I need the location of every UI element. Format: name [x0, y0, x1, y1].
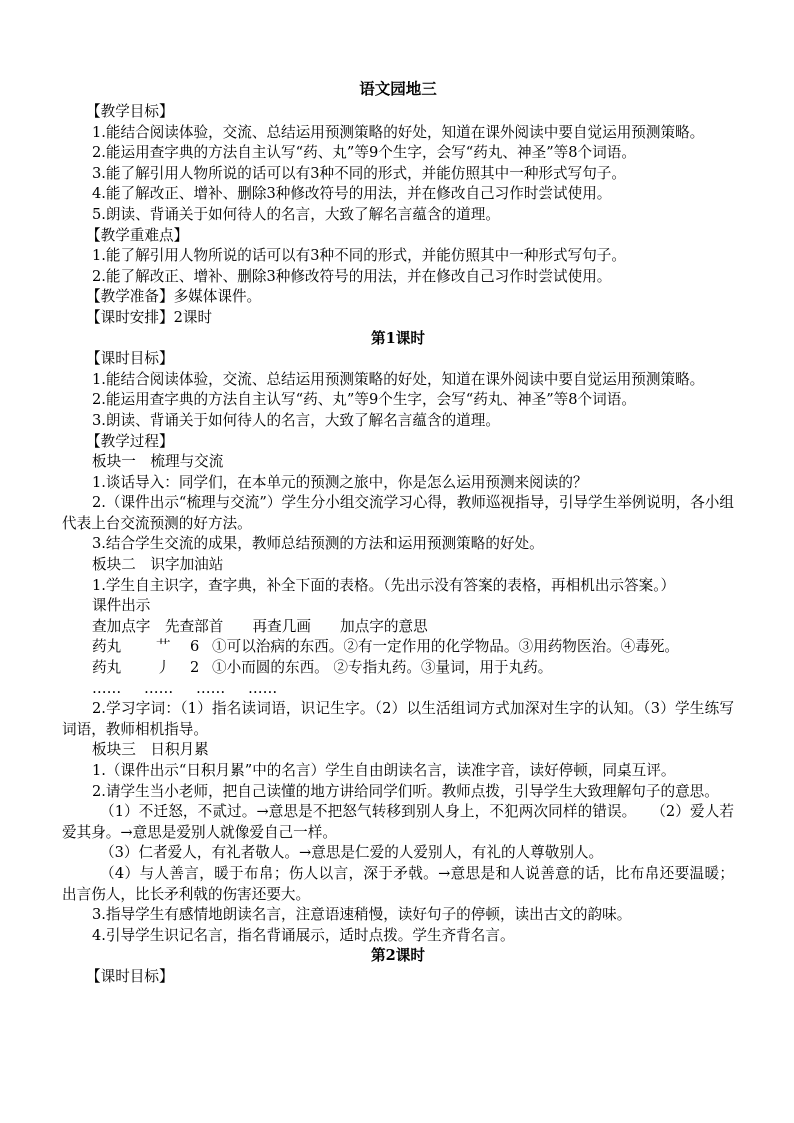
lesson-1-heading: 第1课时 [371, 329, 425, 347]
lesson-goal-item: 3.朗读、背诵关于如何待人的名言，大致了解名言蕴含的道理。 [92, 411, 500, 429]
block-3-heading: 板块三 日积月累 [92, 741, 209, 759]
lookup-table-row [62, 637, 734, 658]
ellipsis: …… [196, 679, 226, 697]
goal-item: 2.能运用查字典的方法自主认写“药、丸”等9个生字，会写“药丸、神圣”等8个词语。 [92, 144, 636, 162]
lesson-2-heading: 第2课时 [371, 947, 425, 965]
ellipsis: …… [248, 679, 278, 697]
block-2-step: 2.学习字词：（1）指名读词语，识记生字。（2）以生活组词方式加深对生字的认知。（3）学生练写词语，教师相机指导。 [62, 700, 734, 738]
lookup-table-row [62, 658, 734, 679]
section-heading-goals: 【教学目标】 [86, 103, 174, 120]
goal-item: 5.朗读、背诵关于如何待人的名言，大致了解名言蕴含的道理。 [92, 205, 500, 223]
lesson-goal-item: 1.能结合阅读体验，交流、总结运用预测策略的好处，知道在课外阅读中要自觉运用预测策略。 [92, 370, 705, 388]
goal-item: 1.能结合阅读体验，交流、总结运用预测策略的好处，知道在课外阅读中要自觉运用预测策略。 [92, 123, 705, 141]
block-1-step: 1.谈话导入：同学们，在本单元的预测之旅中，你是怎么运用预测来阅读的？ [92, 473, 588, 491]
lookup-table-header: 查加点字 先查部首 再查几画 加点字的意思 [92, 617, 428, 635]
block-3-step: 1.（课件出示“日积月累”中的名言）学生自由朗读名言，读准字音，读好停顿，同桌互评。 [92, 762, 676, 779]
document-page [62, 78, 734, 988]
block-3-step: 3.指导学生有感情地朗读名言，注意语速稍慢，读好句子的停顿，读出古文的韵味。 [92, 906, 632, 924]
page-title: 语文园地三 [359, 79, 437, 98]
quote-item: （3）仁者爱人，有礼者敬人。→意思是仁爱的人爱别人，有礼的人尊敬别人。 [100, 844, 604, 862]
table-cell-strokes: 6 [190, 638, 200, 656]
key-point-item: 2.能了解改正、增补、删除3种修改符号的用法，并在修改自己习作时尝试使用。 [92, 267, 612, 285]
section-schedule: 【课时安排】2课时 [86, 308, 213, 326]
goal-item: 3.能了解引用人物所说的话可以有3种不同的形式，并能仿照其中一种形式写句子。 [92, 164, 626, 182]
block-1-step: 3.结合学生交流的成果，教师总结预测的方法和运用预测策略的好处。 [92, 535, 544, 553]
block-1-heading: 板块一 梳理与交流 [92, 453, 224, 471]
table-cell-meaning: ①可以治病的东西。②有一定作用的化学物品。③用药物医治。④毒死。 [212, 638, 680, 656]
table-cell-word: 药丸 [92, 659, 122, 677]
table-cell-meaning: ①小而圆的东西。 ②专指丸药。③量词，用于丸药。 [212, 659, 553, 677]
ellipsis: …… [144, 679, 174, 697]
lookup-table-ellipsis-row [62, 679, 734, 700]
block-2-heading: 板块二 识字加油站 [92, 556, 224, 574]
lesson-goal-item: 2.能运用查字典的方法自主认写“药、丸”等9个生字，会写“药丸、神圣”等8个词语。 [92, 391, 636, 409]
table-cell-radical: 丿 [156, 659, 171, 677]
block-2-step: 1.学生自主识字，查字典，补全下面的表格。（先出示没有答案的表格，再相机出示答案。） [92, 576, 676, 594]
lesson-1-goals-heading: 【课时目标】 [86, 350, 174, 368]
block-3-step: 2.请学生当小老师，把自己读懂的地方讲给同学们听。教师点拨，引导学生大致理解句子的意思。 [92, 782, 719, 800]
table-cell-strokes: 2 [190, 659, 200, 677]
lesson-2-goals-heading: 【课时目标】 [86, 967, 174, 985]
table-cell-word: 药丸 [92, 638, 122, 656]
section-preparation: 【教学准备】多媒体课件。 [86, 288, 262, 306]
section-heading-key-points: 【教学重难点】 [86, 226, 189, 244]
key-point-item: 1.能了解引用人物所说的话可以有3种不同的形式，并能仿照其中一种形式写句子。 [92, 247, 626, 265]
courseware-label: 课件出示 [92, 597, 151, 615]
block-3-step: 4.引导学生识记名言，指名背诵展示，适时点拨。学生齐背名言。 [92, 926, 515, 944]
block-1-step: 2.（课件出示“梳理与交流”）学生分小组交流学习心得，教师巡视指导，引导学生举例说明，各小组代表上台交流预测的好方法。 [62, 494, 734, 532]
quote-item: （1）不迁怒，不贰过。→意思是不把怒气转移到别人身上，不犯两次同样的错误。 （2）爱人若爱其身。→意思是爱别人就像爱自己一样。 [62, 803, 734, 841]
quote-item: （4）与人善言，暖于布帛；伤人以言，深于矛戟。→意思是和人说善意的话，比布帛还要温暖；出言伤人，比长矛利戟的伤害还要大。 [62, 864, 734, 903]
table-cell-radical: 艹 [156, 638, 171, 656]
process-heading: 【教学过程】 [86, 432, 174, 450]
ellipsis: …… [92, 679, 122, 697]
goal-item: 4.能了解改正、增补、删除3种修改符号的用法，并在修改自己习作时尝试使用。 [92, 185, 612, 203]
